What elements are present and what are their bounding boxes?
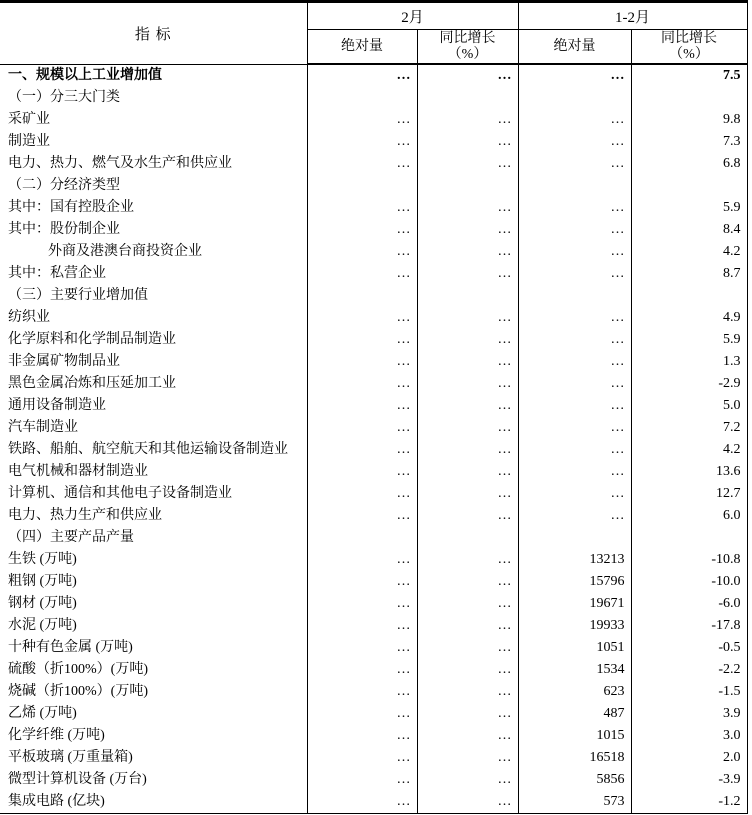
feb-abs-cell: …	[307, 64, 417, 87]
cum-yoy-cell: 5.9	[631, 197, 747, 219]
table-row	[0, 725, 747, 747]
table-row	[0, 417, 747, 439]
feb-abs-cell: …	[307, 263, 417, 285]
indicator-cell: 通用设备制造业	[0, 395, 307, 417]
feb-yoy-cell: …	[417, 791, 518, 814]
indicator-cell: 电力、热力生产和供应业	[0, 505, 307, 527]
cum-yoy-cell: 2.0	[631, 747, 747, 769]
cum-yoy-cell: 4.2	[631, 439, 747, 461]
table-row	[0, 527, 747, 549]
feb-abs-cell: …	[307, 637, 417, 659]
feb-abs-cell	[307, 285, 417, 307]
indicator-cell: 纺织业	[0, 307, 307, 329]
cum-abs-cell: 13213	[518, 549, 631, 571]
table-row	[0, 329, 747, 351]
cum-yoy-cell: 5.0	[631, 395, 747, 417]
cum-yoy-cell: -0.5	[631, 637, 747, 659]
cum-abs-cell: …	[518, 109, 631, 131]
feb-yoy-cell: …	[417, 219, 518, 241]
cum-abs-cell	[518, 285, 631, 307]
cum-abs-cell: 15796	[518, 571, 631, 593]
feb-abs-cell: …	[307, 219, 417, 241]
feb-abs-cell	[307, 527, 417, 549]
feb-abs-cell: …	[307, 615, 417, 637]
table-row	[0, 703, 747, 725]
feb-yoy-label-line1: 同比增长	[439, 30, 496, 46]
cum-abs-cell: …	[518, 64, 631, 87]
indicator-cell: （四）主要产品产量	[0, 527, 307, 549]
feb-yoy-cell: …	[417, 725, 518, 747]
cum-yoy-cell: 9.8	[631, 109, 747, 131]
indicator-cell: 电气机械和器材制造业	[0, 461, 307, 483]
cum-yoy-cell: -2.2	[631, 659, 747, 681]
cum-yoy-cell: 7.5	[631, 64, 747, 87]
cum-abs-cell: …	[518, 263, 631, 285]
feb-yoy-cell	[417, 87, 518, 109]
indicator-cell: 集成电路 (亿块)	[0, 791, 307, 814]
cum-abs-cell: …	[518, 329, 631, 351]
cum-abs-cell: …	[518, 153, 631, 175]
cum-abs-cell: …	[518, 417, 631, 439]
feb-yoy-cell: …	[417, 131, 518, 153]
table-body	[0, 64, 747, 814]
table-row	[0, 131, 747, 153]
feb-yoy-cell: …	[417, 571, 518, 593]
feb-abs-cell: …	[307, 395, 417, 417]
table-row	[0, 461, 747, 483]
table-row	[0, 659, 747, 681]
indicator-cell: （一）分三大门类	[0, 87, 307, 109]
feb-abs-cell: …	[307, 791, 417, 814]
cum-yoy-cell: -17.8	[631, 615, 747, 637]
indicator-cell: 硫酸（折100%）(万吨)	[0, 659, 307, 681]
cum-abs-cell: …	[518, 131, 631, 153]
feb-abs-cell: …	[307, 153, 417, 175]
table-row	[0, 219, 747, 241]
table-header	[0, 2, 747, 65]
table-row	[0, 769, 747, 791]
feb-yoy-cell: …	[417, 307, 518, 329]
cum-yoy-cell: 4.9	[631, 307, 747, 329]
feb-abs-cell: …	[307, 329, 417, 351]
feb-yoy-cell	[417, 285, 518, 307]
indicator-cell: 化学原料和化学制品制造业	[0, 329, 307, 351]
feb-yoy-cell: …	[417, 593, 518, 615]
cum-yoy-label-line1: 同比增长	[661, 30, 718, 46]
feb-abs-cell: …	[307, 681, 417, 703]
table-row	[0, 637, 747, 659]
feb-yoy-cell: …	[417, 439, 518, 461]
feb-yoy-header	[417, 30, 518, 65]
indicator-cell: 水泥 (万吨)	[0, 615, 307, 637]
jan-feb-group-header: 1-2月	[518, 2, 747, 30]
feb-yoy-cell: …	[417, 373, 518, 395]
cum-yoy-cell: 5.9	[631, 329, 747, 351]
table-row	[0, 285, 747, 307]
feb-abs-cell	[307, 87, 417, 109]
header-group-row	[0, 2, 747, 30]
indicator-cell: （三）主要行业增加值	[0, 285, 307, 307]
cum-yoy-cell: -10.0	[631, 571, 747, 593]
table-row	[0, 395, 747, 417]
cum-abs-cell	[518, 527, 631, 549]
feb-abs-cell: …	[307, 131, 417, 153]
feb-yoy-cell: …	[417, 769, 518, 791]
feb-abs-cell: …	[307, 703, 417, 725]
feb-abs-cell: …	[307, 571, 417, 593]
table-row	[0, 439, 747, 461]
indicator-cell: 化学纤维 (万吨)	[0, 725, 307, 747]
feb-abs-cell: …	[307, 197, 417, 219]
indicator-cell: 非金属矿物制品业	[0, 351, 307, 373]
table-row	[0, 351, 747, 373]
feb-abs-cell: …	[307, 461, 417, 483]
cum-abs-cell: …	[518, 439, 631, 461]
cum-abs-cell	[518, 175, 631, 197]
table-row	[0, 681, 747, 703]
cum-abs-cell: 1534	[518, 659, 631, 681]
feb-yoy-cell: …	[417, 615, 518, 637]
indicator-cell: 制造业	[0, 131, 307, 153]
feb-yoy-cell: …	[417, 351, 518, 373]
cum-abs-cell: 16518	[518, 747, 631, 769]
feb-yoy-cell: …	[417, 505, 518, 527]
table-row	[0, 241, 747, 263]
cum-yoy-cell: 13.6	[631, 461, 747, 483]
indicator-cell: 黑色金属冶炼和压延加工业	[0, 373, 307, 395]
cum-abs-cell: …	[518, 461, 631, 483]
cum-abs-cell: …	[518, 241, 631, 263]
cum-yoy-cell: -1.5	[631, 681, 747, 703]
table-row	[0, 307, 747, 329]
table-row	[0, 153, 747, 175]
indicator-cell: 平板玻璃 (万重量箱)	[0, 747, 307, 769]
indicator-cell: 外商及港澳台商投资企业	[0, 241, 307, 263]
feb-yoy-cell: …	[417, 109, 518, 131]
feb-yoy-cell: …	[417, 395, 518, 417]
feb-abs-cell: …	[307, 373, 417, 395]
feb-yoy-cell: …	[417, 461, 518, 483]
feb-abs-cell: …	[307, 439, 417, 461]
feb-yoy-cell: …	[417, 417, 518, 439]
table-row	[0, 505, 747, 527]
feb-abs-cell: …	[307, 307, 417, 329]
cum-yoy-cell: 6.8	[631, 153, 747, 175]
indicator-cell: 微型计算机设备 (万台)	[0, 769, 307, 791]
cum-absolute-label: 绝对量	[553, 38, 596, 54]
cum-abs-cell: …	[518, 483, 631, 505]
cum-abs-cell: 573	[518, 791, 631, 814]
feb-abs-cell: …	[307, 747, 417, 769]
cum-yoy-cell: 7.3	[631, 131, 747, 153]
february-group-header: 2月	[307, 2, 518, 30]
cum-absolute-header	[518, 30, 631, 65]
indicator-cell: 计算机、通信和其他电子设备制造业	[0, 483, 307, 505]
cum-abs-cell: 487	[518, 703, 631, 725]
cum-yoy-cell: -1.2	[631, 791, 747, 814]
cum-yoy-label-line2: （%）	[669, 46, 709, 62]
cum-yoy-cell: 1.3	[631, 351, 747, 373]
cum-yoy-cell: 12.7	[631, 483, 747, 505]
cum-abs-cell: …	[518, 395, 631, 417]
cum-abs-cell: 19671	[518, 593, 631, 615]
cum-yoy-cell	[631, 527, 747, 549]
table-row	[0, 64, 747, 87]
cum-abs-cell: …	[518, 351, 631, 373]
cum-abs-cell: 623	[518, 681, 631, 703]
feb-abs-cell: …	[307, 549, 417, 571]
cum-yoy-cell: 6.0	[631, 505, 747, 527]
cum-abs-cell	[518, 87, 631, 109]
indicator-cell: 汽车制造业	[0, 417, 307, 439]
table-row	[0, 791, 747, 814]
feb-abs-cell: …	[307, 109, 417, 131]
table-row	[0, 197, 747, 219]
feb-absolute-label: 绝对量	[341, 38, 383, 54]
indicator-cell: 采矿业	[0, 109, 307, 131]
cum-abs-cell: …	[518, 373, 631, 395]
feb-abs-cell: …	[307, 659, 417, 681]
feb-abs-cell: …	[307, 241, 417, 263]
feb-yoy-cell: …	[417, 153, 518, 175]
cum-abs-cell: …	[518, 219, 631, 241]
cum-yoy-cell: 3.0	[631, 725, 747, 747]
cum-yoy-cell	[631, 87, 747, 109]
table-row	[0, 747, 747, 769]
cum-abs-cell: 1015	[518, 725, 631, 747]
cum-yoy-cell: -3.9	[631, 769, 747, 791]
cum-yoy-cell: 3.9	[631, 703, 747, 725]
feb-yoy-cell	[417, 527, 518, 549]
cum-yoy-cell: -10.8	[631, 549, 747, 571]
feb-absolute-header	[307, 30, 417, 65]
table-row	[0, 483, 747, 505]
indicator-cell: 电力、热力、燃气及水生产和供应业	[0, 153, 307, 175]
feb-abs-cell: …	[307, 417, 417, 439]
cum-yoy-cell: 8.4	[631, 219, 747, 241]
feb-yoy-cell: …	[417, 263, 518, 285]
cum-abs-cell: …	[518, 505, 631, 527]
table-row	[0, 373, 747, 395]
feb-yoy-cell: …	[417, 659, 518, 681]
feb-abs-cell: …	[307, 769, 417, 791]
table-row	[0, 175, 747, 197]
indicator-cell: 乙烯 (万吨)	[0, 703, 307, 725]
cum-yoy-header	[631, 30, 747, 65]
feb-yoy-cell: …	[417, 747, 518, 769]
feb-yoy-cell	[417, 175, 518, 197]
table-row	[0, 571, 747, 593]
indicator-cell: 其中：股份制企业	[0, 219, 307, 241]
indicator-cell: 粗钢 (万吨)	[0, 571, 307, 593]
feb-abs-cell: …	[307, 351, 417, 373]
cum-yoy-cell: 7.2	[631, 417, 747, 439]
feb-yoy-cell: …	[417, 549, 518, 571]
feb-abs-cell: …	[307, 483, 417, 505]
cum-abs-cell: 19933	[518, 615, 631, 637]
feb-yoy-cell: …	[417, 329, 518, 351]
indicator-cell: 一、规模以上工业增加值	[0, 64, 307, 87]
cum-abs-cell: 1051	[518, 637, 631, 659]
cum-abs-cell: …	[518, 307, 631, 329]
indicator-cell: 其中：私营企业	[0, 263, 307, 285]
cum-yoy-cell: 4.2	[631, 241, 747, 263]
indicator-cell: 生铁 (万吨)	[0, 549, 307, 571]
cum-yoy-cell: 8.7	[631, 263, 747, 285]
feb-yoy-cell: …	[417, 197, 518, 219]
feb-yoy-cell: …	[417, 681, 518, 703]
feb-abs-cell	[307, 175, 417, 197]
feb-yoy-cell: …	[417, 64, 518, 87]
indicator-cell: 其中：国有控股企业	[0, 197, 307, 219]
table-row	[0, 549, 747, 571]
feb-yoy-cell: …	[417, 703, 518, 725]
indicator-cell: 烧碱（折100%）(万吨)	[0, 681, 307, 703]
indicator-cell: 钢材 (万吨)	[0, 593, 307, 615]
table-row	[0, 593, 747, 615]
indicator-cell: （二）分经济类型	[0, 175, 307, 197]
table-row	[0, 615, 747, 637]
indicator-cell: 铁路、船舶、航空航天和其他运输设备制造业	[0, 439, 307, 461]
table-row	[0, 87, 747, 109]
feb-abs-cell: …	[307, 725, 417, 747]
feb-abs-cell: …	[307, 593, 417, 615]
table-row	[0, 263, 747, 285]
feb-yoy-cell: …	[417, 483, 518, 505]
feb-yoy-cell: …	[417, 241, 518, 263]
cum-abs-cell: …	[518, 197, 631, 219]
indicator-cell: 十种有色金属 (万吨)	[0, 637, 307, 659]
cum-yoy-cell: -2.9	[631, 373, 747, 395]
cum-yoy-cell	[631, 175, 747, 197]
indicator-column-header: 指 标	[0, 2, 307, 65]
cum-yoy-cell	[631, 285, 747, 307]
feb-yoy-cell: …	[417, 637, 518, 659]
feb-abs-cell: …	[307, 505, 417, 527]
cum-yoy-cell: -6.0	[631, 593, 747, 615]
cum-abs-cell: 5856	[518, 769, 631, 791]
table-row	[0, 109, 747, 131]
feb-yoy-label-line2: （%）	[447, 46, 488, 62]
